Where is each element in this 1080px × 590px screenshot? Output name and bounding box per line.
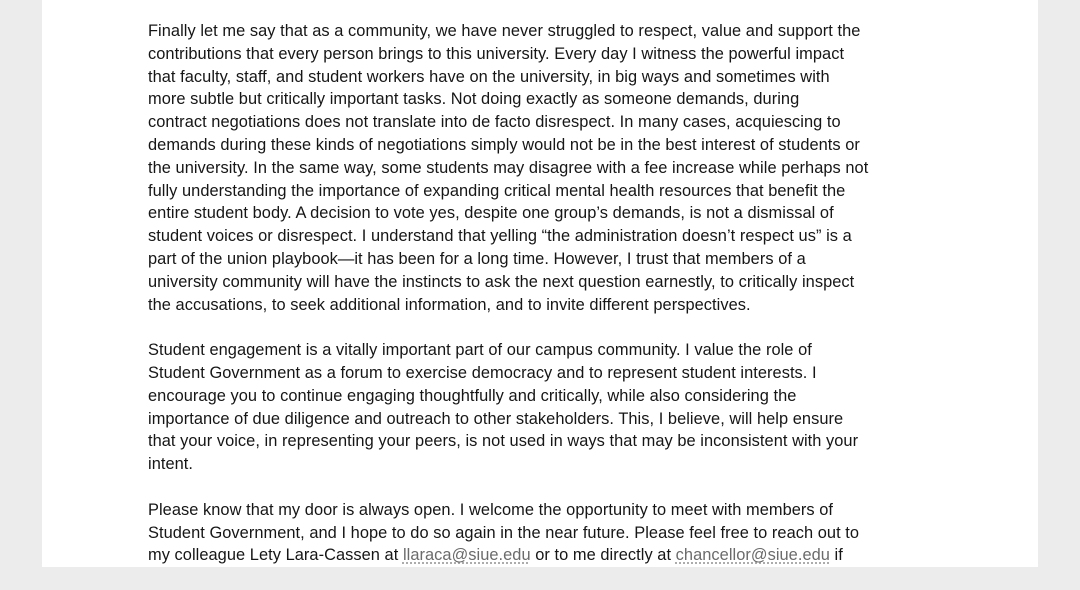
paragraph-line: fully understanding the importance of expanding critical mental health resources that benefit the bbox=[148, 181, 846, 200]
contact-text: if bbox=[829, 546, 843, 565]
paragraph-open-door bbox=[148, 499, 948, 567]
paragraph-line: encourage you to continue engaging thoughtfully and critically, while also considering the bbox=[148, 386, 797, 405]
document-page bbox=[42, 0, 1038, 567]
email-link-chancellor[interactable]: chancellor@siue.edu bbox=[675, 546, 830, 565]
contact-text: or to me directly at bbox=[530, 546, 676, 565]
paragraph-line: that faculty, staff, and student workers have on the university, in big ways and sometimes with bbox=[148, 67, 830, 86]
paragraph-student-engagement bbox=[148, 339, 948, 476]
paragraph-line: Student Government as a forum to exercise democracy and to represent student interests. I bbox=[148, 363, 817, 382]
paragraph-line: intent. bbox=[148, 455, 194, 474]
contact-text: my colleague Lety Lara-Cassen at bbox=[148, 546, 403, 565]
paragraph-line: Finally let me say that as a community, we have never struggled to respect, value and support the bbox=[148, 22, 861, 40]
paragraph-line: Student Government, and I hope to do so again in the near future. Please feel free to reach out to bbox=[148, 523, 860, 542]
letter-body bbox=[148, 20, 948, 590]
paragraph-line-contacts bbox=[148, 544, 948, 567]
paragraph-line: contributions that every person brings to this university. Every day I witness the powerful impact bbox=[148, 44, 845, 63]
paragraph-line: contract negotiations does not translate into de facto disrespect. In many cases, acquiescing to bbox=[148, 113, 841, 132]
paragraph-line: the university. In the same way, some students may disagree with a fee increase while perhaps not bbox=[148, 158, 869, 177]
paragraph-line: part of the union playbook—it has been for a long time. However, I trust that members of a bbox=[148, 249, 806, 268]
paragraph-line: the accusations, to seek additional information, and to invite different perspectives. bbox=[148, 295, 751, 314]
email-link-llaraca[interactable]: llaraca@siue.edu bbox=[402, 546, 531, 565]
paragraph-line: that your voice, in representing your peers, is not used in ways that may be inconsistent with your bbox=[148, 432, 859, 451]
paragraph-line: Student engagement is a vitally important part of our campus community. I value the role of bbox=[148, 341, 812, 360]
paragraph-line: Please know that my door is always open. I welcome the opportunity to meet with members of bbox=[148, 500, 834, 519]
paragraph-line: more subtle but critically important tasks. Not doing exactly as someone demands, during bbox=[148, 90, 800, 109]
paragraph-line: university community will have the instincts to ask the next question earnestly, to critically inspect bbox=[148, 272, 855, 291]
paragraph-line: student voices or disrespect. I understand that yelling “the administration doesn’t respect us” is a bbox=[148, 227, 852, 246]
paragraph-line: importance of due diligence and outreach to other stakeholders. This, I believe, will help ensure bbox=[148, 409, 844, 428]
paragraph-respect bbox=[148, 20, 948, 316]
paragraph-line: demands during these kinds of negotiations simply would not be in the best interest of students or bbox=[148, 135, 860, 154]
paragraph-line: entire student body. A decision to vote yes, despite one group’s demands, is not a dismissal of bbox=[148, 204, 834, 223]
